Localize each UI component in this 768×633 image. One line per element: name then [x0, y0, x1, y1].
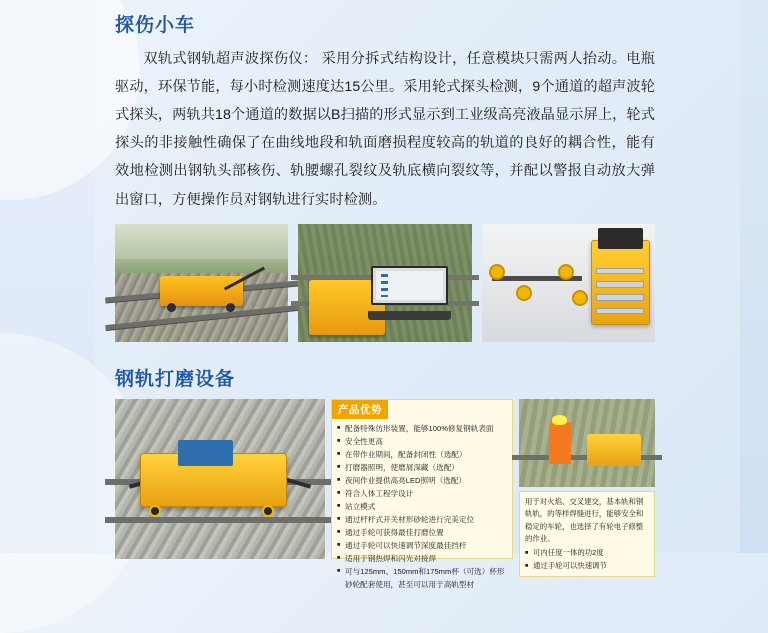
laptop-lid: [371, 266, 448, 305]
photo-equipment-case: [482, 224, 655, 342]
section-title: 钢轨打磨设备: [115, 368, 236, 390]
case-tray: [596, 294, 644, 301]
feature-box: [331, 399, 513, 590]
photo-worker-grinding: [519, 399, 655, 487]
section-inspection-trolley: [115, 10, 728, 342]
safety-helmet: [552, 415, 567, 425]
case-tray: [596, 308, 644, 315]
wheel-probe: [572, 290, 588, 306]
feature-list: [332, 419, 512, 594]
note-box: [519, 491, 655, 577]
list-item: ■ 可与125mm、150mm和175mm杯（可选）杯形砂轮配套使用，甚至可以用于高轨型材: [337, 565, 507, 591]
section-paragraph: 双轨式钢轨超声波探伤仪： 采用分拆式结构设计，任意模块只需两人抬动。电瓶驱动，环保节能，每小时检测速度达15公里。采用轮式探头检测，9个通道的超声波轮式探头，两轨共18个通道的数据以B扫描的形式显示到工业级高亮液晶显示屏上，轮式探头的非接触性确保了在曲线地段和轨面磨损程度较高的轨道的良好的耦合性，能有效地检测出钢轨头部核伤、轨腰螺孔裂纹及轨底横向裂纹等，并配以警报自动放大弹出窗口，方便操作员对钢轨进行实时检测。: [115, 51, 655, 208]
laptop-screen: [376, 271, 443, 300]
list-item: ■ 可内任度一体的功2度: [525, 547, 649, 560]
trolley-body: [160, 276, 243, 307]
trolley-wheel: [226, 303, 235, 312]
grinder-wheel: [149, 505, 161, 517]
list-item: ■ 配备特殊仿形装置，能够100%修复钢轨表面: [337, 422, 507, 435]
case-tray: [596, 268, 644, 275]
worker-figure: [549, 422, 571, 464]
right-column: [519, 399, 655, 570]
note-list: [525, 547, 649, 572]
section-title: 探伤小车: [115, 15, 196, 36]
laptop-base: [368, 311, 451, 321]
grinder-motor: [178, 440, 233, 466]
list-item: ■ 通过手轮可以快速调节: [525, 560, 649, 573]
photo-laptop-inspection: [298, 224, 471, 342]
photo-trolley-on-track: [115, 224, 288, 342]
note-text: 用于对火焰、交叉建交，基本轨和钢轨轨，的等样焊缝进行，能够安全和稳定的车轮，也选择了有轮电子修整的作业。: [525, 496, 644, 544]
grinding-machine: [587, 434, 641, 466]
wheel-probe: [489, 264, 505, 280]
rail-right: [105, 517, 336, 523]
list-item: ■ 符合人体工程学设计: [337, 487, 507, 500]
list-item: ■ 通过杆杆式开关材形砂轮进行完美定位: [337, 513, 507, 526]
photo-rail-grinding-machine: [115, 399, 325, 559]
display-monitor: [598, 228, 644, 250]
section-rail-grinding: [115, 364, 728, 590]
grinder-wheel: [262, 505, 274, 517]
list-item: ■ 通过手轮可以快速调节深度最佳挡杆: [337, 539, 507, 552]
list-item: ■ 通过手轮可获得最佳打磨位置: [337, 526, 507, 539]
feature-box-header: 产品优势: [332, 400, 388, 419]
list-item: ■ 站立模式: [337, 500, 507, 513]
equipment-case: [591, 240, 650, 325]
list-item: ■ 适用于钢热焊和闪光对接焊: [337, 552, 507, 565]
list-item: ■ 在带作业期间，配备封闭性（选配）: [337, 448, 507, 461]
list-item: ■ 打磨器照明，使磨屑深藏（选配）: [337, 461, 507, 474]
wheel-probe: [516, 285, 532, 301]
photo-row: [115, 224, 655, 342]
panel-row: [115, 399, 655, 590]
list-item: ■ 夜间作业提供高亮LED照明（选配）: [337, 474, 507, 487]
list-item: ■ 安全性更高: [337, 435, 507, 448]
wheel-probe: [558, 264, 574, 280]
sky-region: [115, 224, 288, 259]
laptop: [368, 266, 451, 320]
case-tray: [596, 281, 644, 288]
